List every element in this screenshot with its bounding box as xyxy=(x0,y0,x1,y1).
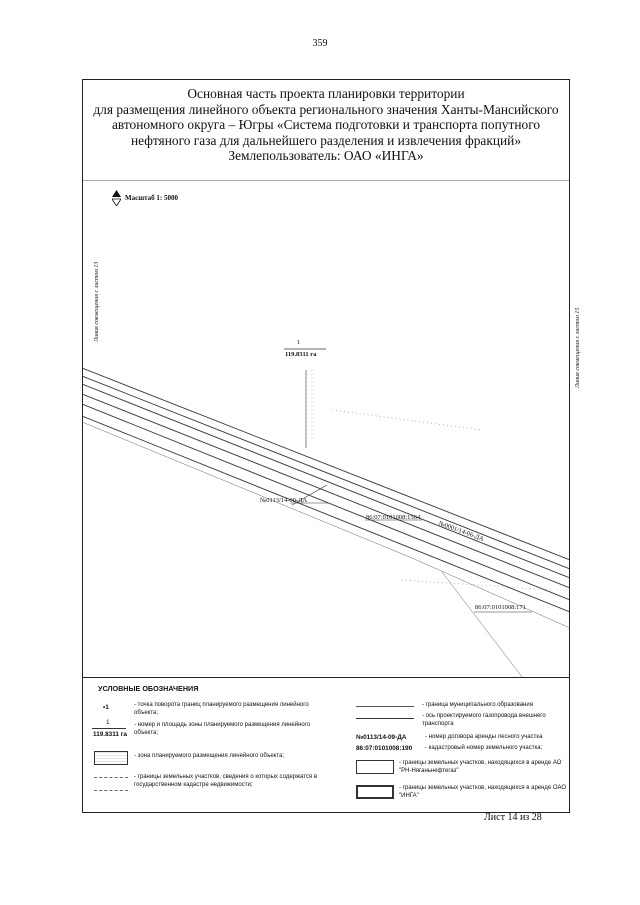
legend-zone-symbol-number: 1 xyxy=(106,719,110,726)
parcel-boundary xyxy=(82,422,412,558)
legend-pipeline-text: - ось проектируемого газопровода внешнего транспорта xyxy=(422,713,546,727)
cadastral-number-2: 86:07:0101008:171 xyxy=(475,604,526,611)
corridor-line xyxy=(82,384,570,578)
legend-lease-sample: №0113/14-09-ДА xyxy=(356,734,407,741)
side-label-left: Линия совмещения с листом 13 xyxy=(94,261,100,342)
corridor-line xyxy=(82,394,570,588)
side-label-right: Линия совмещения с листом 15 xyxy=(575,307,581,388)
sheet-number: Лист 14 из 28 xyxy=(484,812,542,823)
legend-turn-point-symbol: •1 xyxy=(103,704,109,711)
zone-area: 119.8311 га xyxy=(285,351,317,358)
legend-separator xyxy=(82,677,570,678)
zone-number: 1 xyxy=(297,339,301,346)
legend-cadastre-line-swatch xyxy=(94,777,128,778)
title-line-1: Основная часть проекта планировки территории xyxy=(187,86,465,101)
legend-rn-swatch xyxy=(356,760,394,774)
corridor-lines xyxy=(82,368,570,612)
legend-rn-text: - границы земельных участков, находящихся в аренде АО "РН-Няганьнефтегаз" xyxy=(399,760,562,774)
legend-title: УСЛОВНЫЕ ОБОЗНАЧЕНИЯ xyxy=(98,684,199,693)
legend-cadastral-sample: 86:07:0101008:190 xyxy=(356,745,413,752)
scale-label: Масштаб 1: 5000 xyxy=(125,194,178,202)
dotted-line xyxy=(402,580,552,590)
legend-cadastre-line-swatch-2 xyxy=(94,790,128,791)
corridor-line xyxy=(82,404,570,600)
legend-lease-text: - номер договора аренды лесного участка xyxy=(425,734,543,740)
parcel-lines xyxy=(82,422,570,677)
cadastral-number-1: 86:07:0101008:1564 xyxy=(366,514,421,521)
title-line-3: автономного округа – Югры «Система подготовки и транспорта попутного xyxy=(111,117,541,132)
legend-inga-text: - границы земельных участков, находящихся в аренде ОАО "ИНГА" xyxy=(399,785,567,799)
legend-municipal-text: - граница муниципального образования xyxy=(422,702,533,708)
legend-zone-symbol-area: 119.8311 га xyxy=(93,731,127,738)
corridor-line xyxy=(82,376,570,569)
legend-zone-area-text: - зона планируемого размещения линейного объекта; xyxy=(134,753,285,759)
corridor-line xyxy=(82,416,570,612)
legend-pipeline-swatch xyxy=(356,718,414,719)
title-line-5: Землепользователь: ОАО «ИНГА» xyxy=(228,148,424,163)
legend-zone-text: - номер и площадь зоны планируемого размещения линейного объекта; xyxy=(134,722,311,736)
legend-cadastre-text: - границы земельных участков, сведения о которых содержатся в государственном кадастре недвижимости; xyxy=(134,774,318,788)
lease-number-2: №0001/14-06-ДА xyxy=(437,520,485,543)
title-line-2: для размещения линейного объекта регионального значения Ханты-Мансийского xyxy=(93,101,559,117)
map-drawing xyxy=(82,180,570,677)
legend-zone-area-swatch xyxy=(94,751,128,765)
corridor-line xyxy=(82,368,570,560)
lease-number-1: №0113/14-09-ДА xyxy=(260,497,308,504)
legend-turn-point-text: - точка поворота границ планируемого размещения линейного объекта; xyxy=(134,702,309,716)
legend-zone-symbol-bar xyxy=(92,728,126,729)
north-arrow-icon xyxy=(112,190,121,206)
legend-municipal-swatch xyxy=(356,706,414,707)
scale-block xyxy=(112,190,178,206)
title-line-4: нефтяного газа для дальнейшего разделения и извлечения фракций» xyxy=(130,132,522,148)
legend-cadastral-text: - кадастровый номер земельного участка; xyxy=(425,745,543,751)
page-number: 359 xyxy=(312,38,328,49)
dotted-line xyxy=(332,410,482,430)
legend-inga-swatch xyxy=(356,785,394,799)
